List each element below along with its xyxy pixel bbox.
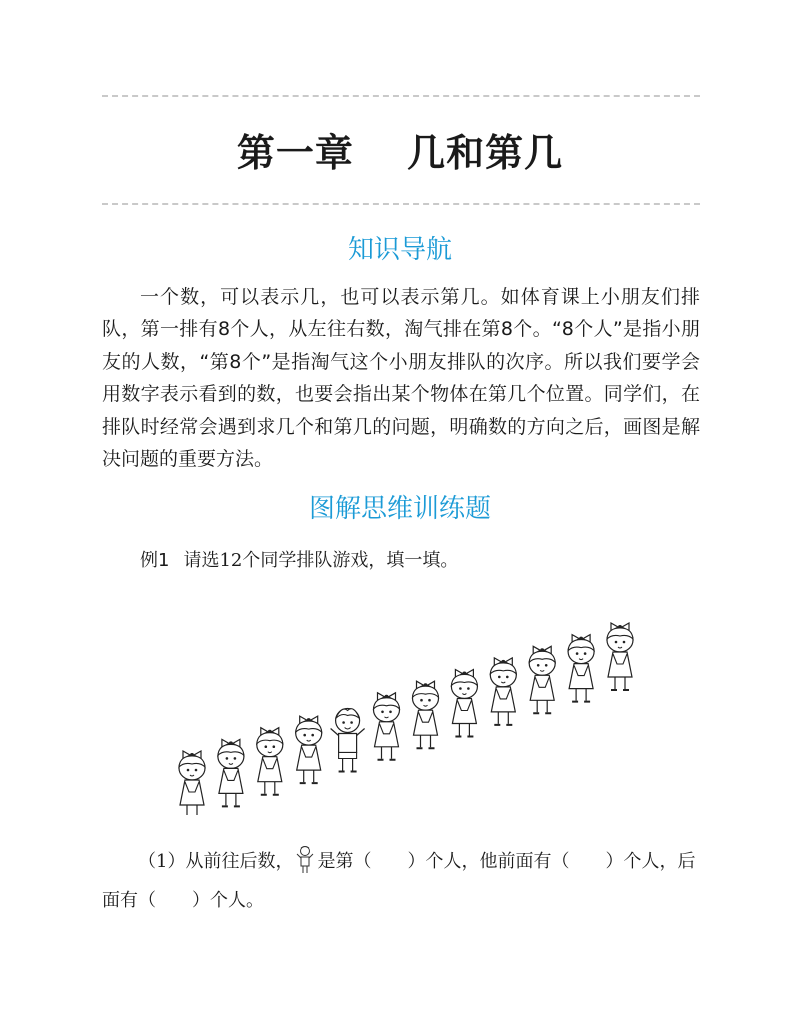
child-girl-figure <box>451 670 477 737</box>
example-label: 例1 <box>140 550 170 571</box>
child-girl-figure <box>257 728 283 795</box>
example-line <box>140 546 458 572</box>
question-1 <box>102 842 700 920</box>
child-girl-figure <box>218 739 244 806</box>
children-queue-illustration <box>160 585 650 815</box>
divider-top <box>102 95 700 97</box>
child-boy-figure <box>331 709 365 772</box>
question-prefix: （1）从前往后数， <box>138 851 294 872</box>
section-heading-knowledge: 知识导航 <box>347 235 452 265</box>
question-part1: 是第（ <box>317 851 372 872</box>
child-girl-figure <box>179 751 205 815</box>
child-girl-figure <box>607 623 633 690</box>
intro-paragraph: 一个数，可以表示几，也可以表示第几。如体育课上小朋友们排队，第一排有8个人，从左往右数，淘气排在第8个。“8个人”是指小朋友的人数，“第8个”是指淘气这个小朋友排队的次序。所以我们要学会用数字表示看到的数，也要会指出某个物体在第几个位置。同学们，在排队时经常会遇到求几个和第几的问题，明确数的方向之后，画图是解决问题的重要方法。 <box>102 286 700 471</box>
example-text: 请选12个同学排队游戏，填一填。 <box>183 550 459 571</box>
question-part3: ）个人，后面有（ <box>102 851 696 911</box>
question-part2: ）个人，他前面有（ <box>407 851 570 872</box>
question-part4: ）个人。 <box>192 890 264 911</box>
divider-bottom <box>102 203 700 205</box>
child-girl-figure <box>296 716 322 783</box>
child-girl-figure <box>374 693 400 760</box>
section-heading-exercises: 图解思维训练题 <box>308 494 491 524</box>
chapter-title: 第一章 几和第几 <box>236 131 564 175</box>
child-girl-figure <box>529 646 555 713</box>
answer-blank-back-count[interactable] <box>156 890 192 911</box>
boy-figure-icon <box>295 845 315 875</box>
answer-blank-position[interactable] <box>371 851 407 872</box>
child-girl-figure <box>568 635 594 702</box>
child-girl-figure <box>490 658 516 725</box>
answer-blank-front-count[interactable] <box>569 851 605 872</box>
child-girl-figure <box>413 681 439 748</box>
